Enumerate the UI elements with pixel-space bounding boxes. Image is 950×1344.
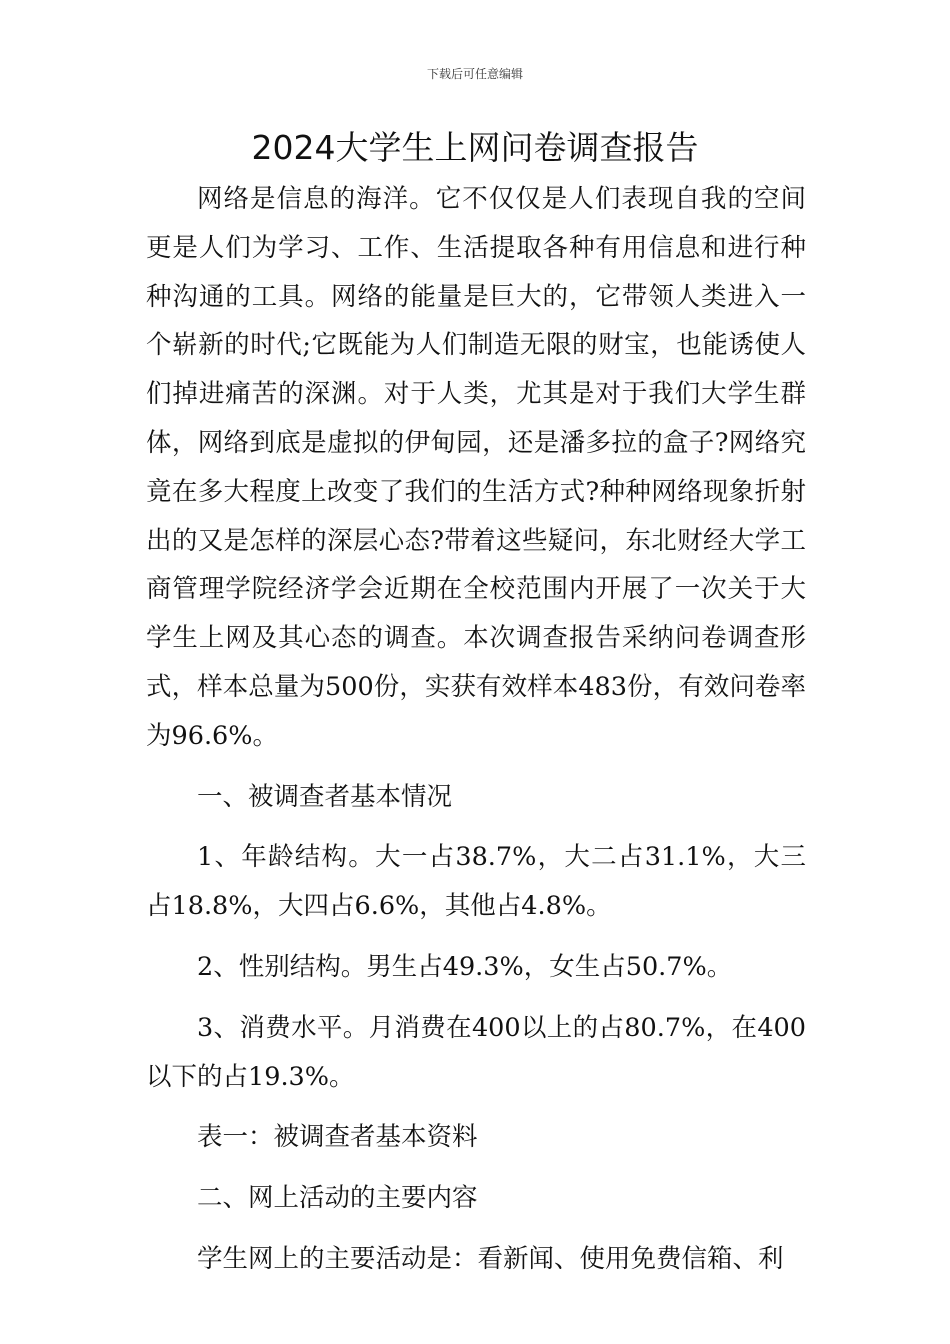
list-item-gender: 2、性别结构。男生占49.3%，女生占50.7%。 [197,951,733,982]
section-heading-2: 二、网上活动的主要内容 [197,1183,478,1214]
activities-paragraph: 学生网上的主要活动是：看新闻、使用免费信箱、利 [197,1243,784,1274]
table-caption: 表一：被调查者基本资料 [197,1122,478,1153]
list-item-age: 1、年龄结构。大一占38.7%，大二占31.1%，大三占18.8%，大四占6.6%，其他占4.8%。 [146,842,806,922]
header-note: 下载后可任意编辑 [426,67,523,81]
intro-paragraph: 网络是信息的海洋。它不仅仅是人们表现自我的空间更是人们为学习、工作、生活提取各种有用信息和进行种种沟通的工具。网络的能量是巨大的，它带领人类进入一个崭新的时代;它既能为人们制造无限的财宝，也能诱使人们掉进痛苦的深渊。对于人类，尤其是对于我们大学生群体，网络到底是虚拟的伊甸园，还是潘多拉的盒子?网络究竟在多大程度上改变了我们的生活方式?种种网络现象折射出的又是怎样的深层心态?带着这些疑问，东北财经大学工商管理学院经济学会近期在全校范围内开展了一次关于大学生上网及其心态的调查。本次调查报告采纳问卷调查形式，样本总量为500份，实获有效样本483份，有效问卷率为96.6%。 [146,184,806,751]
document-title: 2024大学生上网问卷调查报告 [251,128,699,167]
list-item-spending: 3、消费水平。月消费在400以上的占80.7%，在400以下的占19.3%。 [146,1012,806,1092]
section-heading-1: 一、被调查者基本情况 [197,781,453,812]
document-body [146,175,806,1284]
